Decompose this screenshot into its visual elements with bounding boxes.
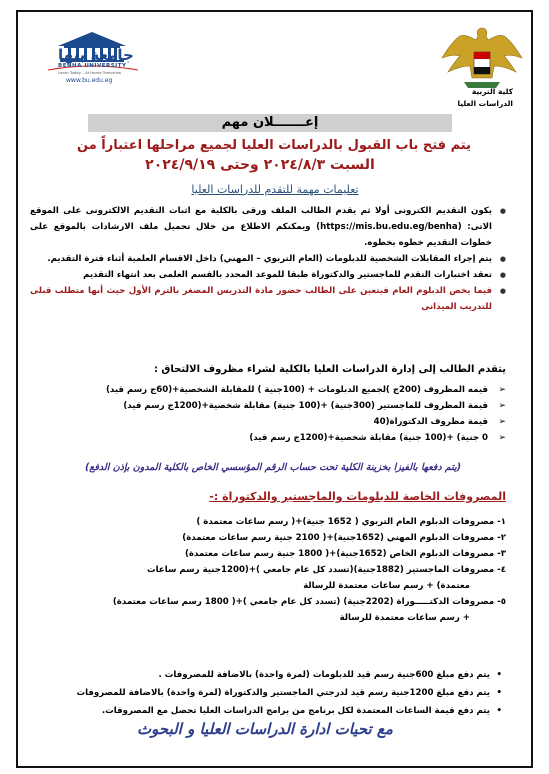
fee-note-item: • يتم دفع مبلغ 1200جنية رسم قيد لدرجتي الماجستير والدكتوراة (لمرة واحدة) بالاضافة للمصروفات bbox=[40, 684, 506, 702]
instructions-heading: تعليمات مهمة للتقدم للدراسات العليا bbox=[191, 183, 359, 196]
registration-fee-notes bbox=[40, 666, 506, 720]
instruction-item: ● يتم إجراء المقابلات الشخصية للدبلومات (العام التربوي – المهني) داخل الاقسام العلمية أثناء فترة التقديم. bbox=[30, 251, 506, 267]
expense-item: ٢- مصروفات الدبلوم المهني (1652جنية)+( 2100 جنية رسم ساعات معتمدة) bbox=[182, 533, 506, 543]
announcement-label: إعـــــــلان مهم bbox=[88, 114, 452, 132]
expense-item: ١- مصروفات الدبلوم العام التربوي ( 1652 جنية)+( رسم ساعات معتمدة ) bbox=[196, 517, 506, 527]
expense-item: ٤- مصروفات الماجستير (1882جنية)(تسدد كل عام جامعي )+(1200جنية رسم ساعات bbox=[147, 565, 506, 575]
university-name-ar: جامعة بنها bbox=[58, 46, 134, 64]
university-tagline: Learn Today... At Home Tomorrow bbox=[58, 70, 122, 75]
fees-list bbox=[30, 382, 506, 446]
announcement-dates: السبت ٢٠٢٤/٨/٣ وحتى ٢٠٢٤/٩/١٩ bbox=[145, 157, 375, 173]
instruction-item: ● تعقد اختبارات التقدم للماجستير والدكتوراة طبقا للموعد المحدد بالقسم العلمى بعد انتهاء التقديم bbox=[30, 267, 506, 283]
faculty-name: كلية التربية bbox=[471, 87, 513, 96]
instruction-item: ● فيما يخص الدبلوم العام فيتعين على الطالب حضور مادة التدريس المصغر بالترم الأول حيث أنها متطلب قبلى للتدريب الميدانى bbox=[30, 283, 506, 315]
fee-line: ➢ 0 جنية) +(100 جنية) مقابلة شخصية+(1200ج رسم قيد) bbox=[30, 430, 506, 446]
faculty-label bbox=[457, 86, 513, 110]
expense-item: ٥- مصروفات الدكتـــــوراة (2202جنية) (تسدد كل عام جامعي )+( 1800 رسم ساعات معتمدة) bbox=[112, 597, 506, 607]
expenses-heading: المصروفات الخاصة للدبلومات والماجستير والدكتوراة :- bbox=[209, 490, 506, 503]
fee-note-item: • يتم دفع مبلغ 600جنية رسم قيد للدبلومات (لمرة واحدة) بالاضافة للمصروفات . bbox=[40, 666, 506, 684]
university-website: www.bu.edu.eg bbox=[66, 77, 113, 84]
fee-line: ➢ قيمة مظروف الدكتوراة(40 bbox=[30, 414, 506, 430]
expense-item-continuation: معتمدة) + رسم ساعات معتمدة للرسالة bbox=[303, 581, 470, 591]
closing-signature: مع تحيات ادارة الدراسات العليا و البحوث bbox=[137, 720, 393, 738]
payment-note: (يتم دفعها بالفيزا بخزينة الكلية تحت حساب الرقم المؤسسي الخاص بالكلية المدون بإذن الدفع) bbox=[84, 462, 462, 473]
expense-item-continuation: + رسم ساعات معتمدة للرسالة bbox=[339, 613, 470, 623]
fee-note-item: • يتم دفع قيمة الساعات المعتمدة لكل برنامج من برامج الدراسات العليا تحصل مع المصروفات. bbox=[40, 702, 506, 720]
fee-line: ➢ قيمة المظروف للماجستير (300جنية) +(100 جنية) مقابلة شخصية+(1200ج رسم قيد) bbox=[30, 398, 506, 414]
fees-heading: يتقدم الطالب إلى إدارة الدراسات العليا بالكلية لشراء مظروف الالتحاق : bbox=[153, 364, 506, 375]
instruction-item: ● يكون التقديم الكترونى أولا ثم يقدم الطالب الملف ورقى بالكلية مع اثبات التقديم الالكترونى على الموقع الاتى: (https://mis.bu.edu.eg/benha) ويمكنكم الاطلاع من خلال تحميل ملف الارشادات بالموقع على خطوات التقديم خطوه بخطوه. bbox=[30, 203, 506, 251]
announcement-title: يتم فتح باب القبول بالدراسات العليا لجميع مراحلها اعتباراً من bbox=[77, 138, 471, 153]
department-name: الدراسات العليا bbox=[457, 99, 513, 108]
university-name-en: BENHA UNIVERSITY bbox=[58, 63, 127, 69]
expense-item: ٣- مصروفات الدبلوم الخاص (1652جنية)+( 1800 جنية رسم ساعات معتمدة) bbox=[184, 549, 506, 559]
fee-line: ➢ قيمه المظروف (200ج )لجميع الدبلومات + (100جنية ) للمقابلة الشخصية+(60ج رسم قيد) bbox=[30, 382, 506, 398]
expenses-list bbox=[40, 514, 506, 626]
instructions-list bbox=[30, 203, 506, 315]
